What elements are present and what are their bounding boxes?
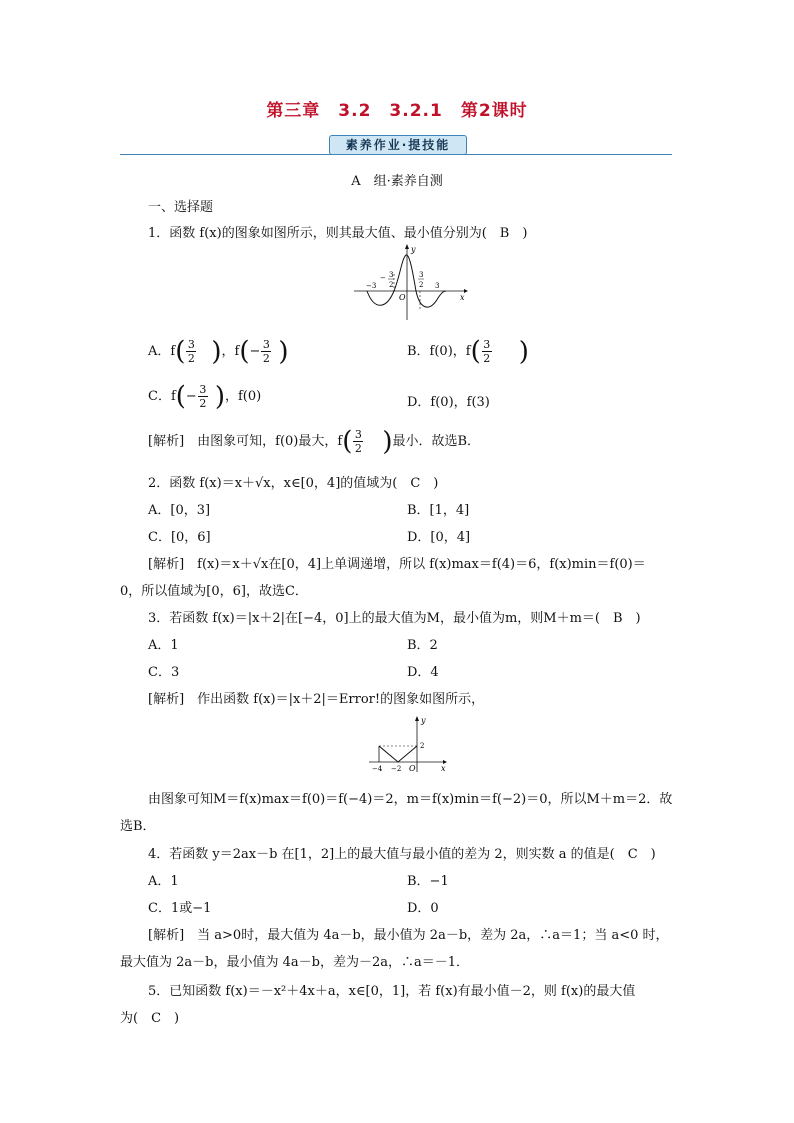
q2-option-d: D．[0，4] (407, 530, 471, 545)
q1-analysis: [解析] 由图象可知，f(0)最大，f( $\frac{3}{2}$ )最小．故选B． (148, 426, 481, 457)
q5-stem-line1: 5．已知函数 f(x)＝－x²＋4x＋a，x∈[0，1]，若 f(x)有最小值－2，则 f(x)的最大值 (148, 984, 636, 999)
q4-analysis-line1: [解析] 当 a>0时，最大值为 4a－b，最小值为 2a－b，差为 2a，∴a＝1；当 a<0 时， (148, 928, 669, 943)
q1-option-c-neg: − (185, 389, 197, 404)
q1-option-b-pre: B．f(0)，f (407, 344, 471, 359)
q1-curve (367, 255, 446, 307)
q1-option-a-frac2: $\frac{3}{2}$ (262, 338, 270, 365)
q3-option-c: C．3 (148, 665, 180, 680)
q3-y-label: y (421, 716, 426, 725)
group-label: A 组·素养自测 (351, 174, 443, 189)
q4-option-b: B．−1 (407, 874, 449, 889)
q4-option-d: D．0 (407, 901, 439, 916)
q3-graph (365, 712, 450, 774)
q2-option-b: B．[1，4] (407, 503, 470, 518)
q1-tick-neg3: −3 (366, 282, 377, 290)
q3-tick-2: 2 (420, 742, 425, 750)
q4-option-a: A．1 (148, 874, 179, 889)
q3-tick-neg2: −2 (391, 765, 402, 773)
q1-option-c: C．f(− $\frac{3}{2}$ )，f(0) (148, 381, 262, 412)
q1-analysis-frac: $\frac{3}{2}$ (354, 428, 362, 455)
q1-option-a-neg: − (249, 344, 261, 359)
q5-stem-line2: 为( C ) (120, 1011, 180, 1026)
q2-option-c: C．[0，6] (148, 530, 211, 545)
q3-vee-curve (379, 746, 417, 762)
section-banner: 素养作业·提技能 (329, 135, 467, 155)
q1-tick-right-den: 2 (419, 281, 424, 289)
q1-option-a-mid: ，f (221, 344, 240, 359)
q1-origin-label: O (399, 293, 406, 302)
q1-tick-3: 3 (435, 282, 440, 290)
q1-option-a-pre: A．f (148, 344, 176, 359)
q2-analysis-line1: [解析] f(x)＝x＋√x在[0，4]上单调递增，所以 f(x)max＝f(4)＝6，f(x)min＝f(0)＝ (148, 557, 646, 572)
q1-y-label: y (411, 245, 416, 254)
q1-option-d: D．f(0)，f(3) (407, 395, 490, 410)
q3-analysis-line2: 由图象可知M＝f(x)max＝f(0)＝f(−4)＝2，m＝f(x)min＝f(−2)＝0，所以M＋m＝2．故 (148, 792, 673, 807)
q1-option-c-post: ，f(0) (224, 389, 262, 404)
q4-stem: 4．若函数 y＝2ax－b 在[1，2]上的最大值与最小值的差为 2，则实数 a 的值是( C ) (148, 847, 656, 862)
q3-tick-neg4: −4 (372, 765, 383, 773)
q3-analysis-line3: 选B． (120, 819, 156, 834)
q1-graph (350, 240, 470, 322)
q1-tick-left-den: 2 (389, 281, 394, 289)
q2-stem: 2．函数 f(x)＝x＋√x，x∈[0，4]的值域为( C ) (148, 476, 439, 491)
page-title: 第三章 3.2 3.2.1 第2课时 (266, 101, 528, 121)
q1-analysis-post: 最小．故选B． (392, 434, 481, 449)
q3-option-a: A．1 (148, 638, 179, 653)
divider (120, 154, 672, 155)
q1-option-a: A．f( $\frac{3}{2}$ )，f(− $\frac{3}{2}$ ) (148, 336, 289, 367)
q1-tick-left-num: 3 (389, 271, 394, 279)
q1-x-arrow (464, 289, 468, 293)
q1-option-b-frac: $\frac{3}{2}$ (483, 338, 491, 365)
q3-option-d: D．4 (407, 665, 439, 680)
q1-x-label: x (460, 293, 465, 302)
q2-option-a: A．[0，3] (148, 503, 211, 518)
section-heading: 一、选择题 (148, 200, 214, 215)
q4-analysis-line2: 最大值为 2a－b，最小值为 4a－b，差为－2a，∴a＝－1． (120, 955, 469, 970)
q1-option-c-pre: C．f (148, 389, 176, 404)
q1-tick-neg-sign: − (380, 274, 386, 282)
q3-origin-label: O (409, 764, 416, 773)
q3-stem: 3．若函数 f(x)＝|x＋2|在[−4，0]上的最大值为M，最小值为m，则M＋m＝( B ) (148, 611, 641, 626)
q1-option-a-frac1: $\frac{3}{2}$ (187, 338, 195, 365)
q4-option-c: C．1或−1 (148, 901, 212, 916)
q1-analysis-pre: [解析] 由图象可知，f(0)最大，f (148, 434, 343, 449)
q1-stem: 1．函数 f(x)的图象如图所示，则其最大值、最小值分别为( B ) (148, 226, 528, 241)
q1-y-arrow (405, 244, 409, 249)
q1-option-c-frac: $\frac{3}{2}$ (199, 383, 207, 410)
q3-x-label: x (441, 764, 446, 773)
q1-tick-right-num: 3 (419, 271, 424, 279)
q2-analysis-line2: 0，所以值域为[0，6]，故选C． (120, 584, 308, 599)
q1-option-b: B．f(0)，f( $\frac{3}{2}$ ) (407, 336, 529, 367)
q3-analysis-line1: [解析] 作出函数 f(x)＝|x＋2|＝Error!的图象如图所示， (148, 692, 485, 707)
q3-option-b: B．2 (407, 638, 438, 653)
q3-y-arrow (415, 716, 419, 721)
